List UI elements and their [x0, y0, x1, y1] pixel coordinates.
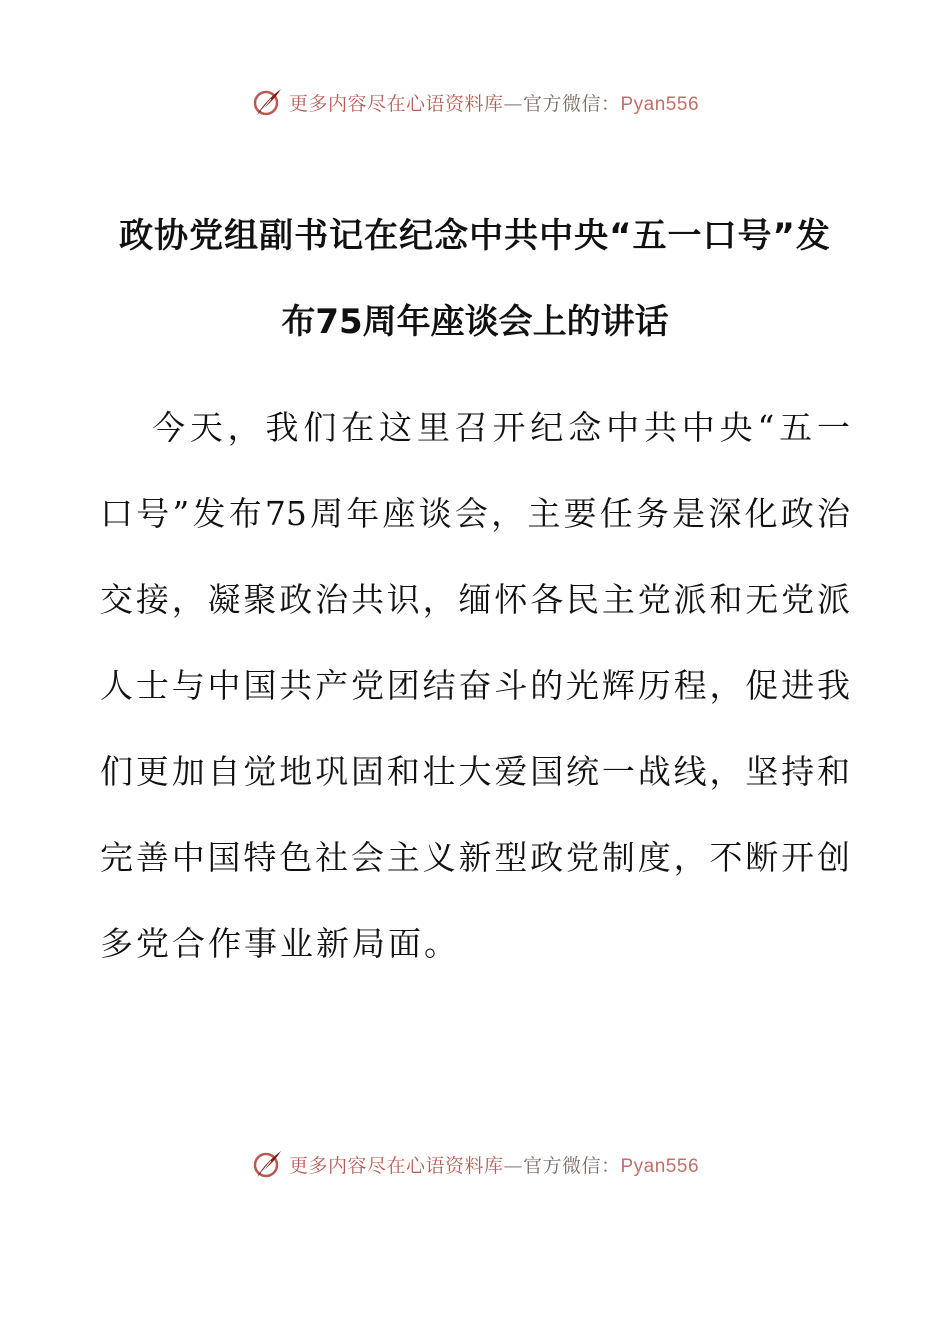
body-line-4: 人士与中国共产党团结奋斗的光辉历程，促进我 — [100, 666, 850, 705]
watermark-banner-top — [0, 82, 950, 122]
quill-pen-logo-icon — [251, 85, 285, 119]
watermark-wechat-id: Pyan556 — [620, 93, 700, 115]
watermark-banner-bottom — [0, 1144, 950, 1184]
body-line-2: 口号”发布75周年座谈会，主要任务是深化政治 — [100, 494, 850, 533]
watermark-wechat-id: Pyan556 — [620, 1155, 700, 1177]
watermark-text — [289, 1151, 699, 1178]
document-title-line-2: 布75周年座谈会上的讲话 — [281, 302, 669, 342]
body-line-1: 今天，我们在这里召开纪念中共中央“五一 — [152, 408, 850, 447]
watermark-wechat-label: 官方微信： — [522, 92, 621, 115]
body-line-7: 多党合作事业新局面。 — [100, 924, 460, 963]
body-line-6: 完善中国特色社会主义新型政党制度，不断开创 — [100, 838, 850, 877]
watermark-text — [289, 89, 699, 116]
quill-pen-logo-icon — [251, 1147, 285, 1181]
document-title-line-1: 政协党组副书记在纪念中共中央“五一口号”发 — [119, 216, 831, 256]
watermark-separator: — — [503, 1154, 523, 1177]
body-line-3: 交接，凝聚政治共识，缅怀各民主党派和无党派 — [100, 580, 850, 619]
watermark-wechat-label: 官方微信： — [522, 1154, 621, 1177]
body-line-5: 们更加自觉地巩固和壮大爱国统一战线，坚持和 — [100, 752, 850, 791]
watermark-main-text: 更多内容尽在心语资料库 — [288, 1154, 504, 1177]
watermark-separator: — — [503, 92, 523, 115]
watermark-main-text: 更多内容尽在心语资料库 — [288, 92, 504, 115]
